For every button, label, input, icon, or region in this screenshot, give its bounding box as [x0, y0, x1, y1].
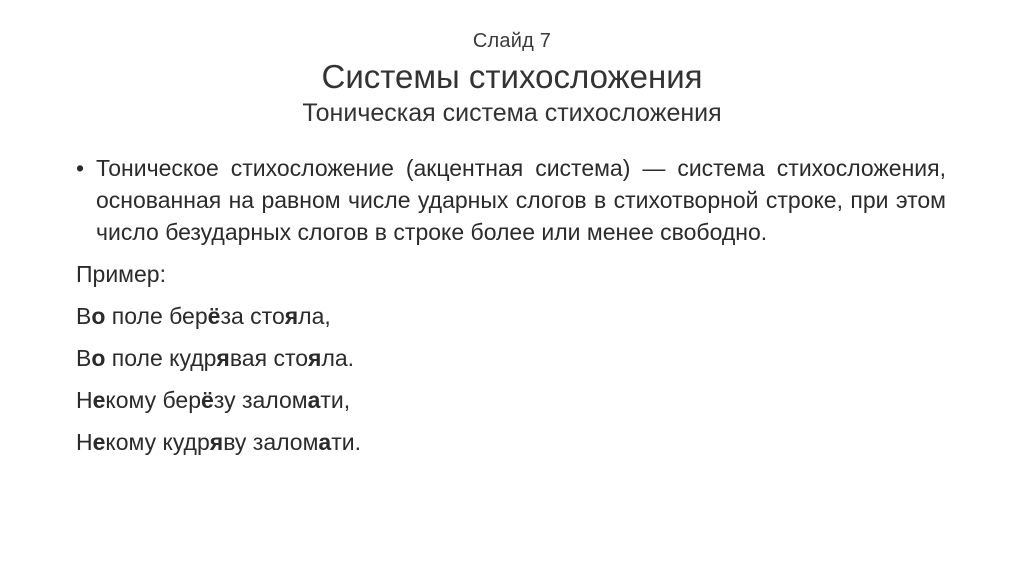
bullet-text: Тоническое стихосложение (акцентная система) — система стихосложения, основанная на равном числе ударных слогов в стихотворной строке, при этом число безударных слогов в строке более или менее свободно. [96, 155, 946, 245]
stressed-vowel: я [209, 429, 224, 455]
verse-text: кому бер [105, 387, 201, 413]
slide-body [76, 152, 946, 458]
verse-text: кому кудр [105, 429, 210, 455]
bullet-item [76, 152, 946, 248]
stressed-vowel: о [91, 303, 106, 329]
verse-text: зу залом [213, 387, 308, 413]
slide-number: Слайд 7 [472, 30, 552, 52]
verse-line [76, 426, 946, 458]
stressed-vowel: я [216, 345, 230, 371]
bullet-dot-icon: • [76, 155, 85, 181]
stressed-vowel: а [307, 387, 321, 413]
stressed-vowel: е [92, 387, 106, 413]
verse-line [76, 300, 946, 332]
example-label: Пример: [76, 261, 166, 287]
verse-text: вая сто [229, 345, 309, 371]
verse-text: ву залом [223, 429, 319, 455]
verse-text: за сто [220, 303, 285, 329]
stressed-vowel: е [92, 429, 106, 455]
verse-text: ти, [320, 387, 351, 413]
verse-text: ти. [331, 429, 361, 455]
verse-line [76, 384, 946, 416]
stressed-vowel: о [91, 345, 106, 371]
stressed-vowel: ё [207, 303, 221, 329]
verse-text: ла, [298, 303, 331, 329]
verse-text: ла. [321, 345, 355, 371]
verse-text: поле бер [105, 303, 208, 329]
verse-text: Н [76, 387, 93, 413]
stressed-vowel: я [284, 303, 299, 329]
verse-text: В [76, 303, 92, 329]
verse-line [76, 342, 946, 374]
slide-title: Системы стихосложения [321, 58, 703, 95]
verse-text: поле кудр [105, 345, 217, 371]
slide-subtitle: Тоническая система стихосложения [302, 99, 722, 127]
stressed-vowel: а [318, 429, 332, 455]
verse-block [76, 300, 946, 458]
stressed-vowel: ё [201, 387, 214, 413]
verse-text: Н [76, 429, 93, 455]
verse-text: В [76, 345, 92, 371]
stressed-vowel: я [308, 345, 322, 371]
title-block [0, 26, 1024, 129]
